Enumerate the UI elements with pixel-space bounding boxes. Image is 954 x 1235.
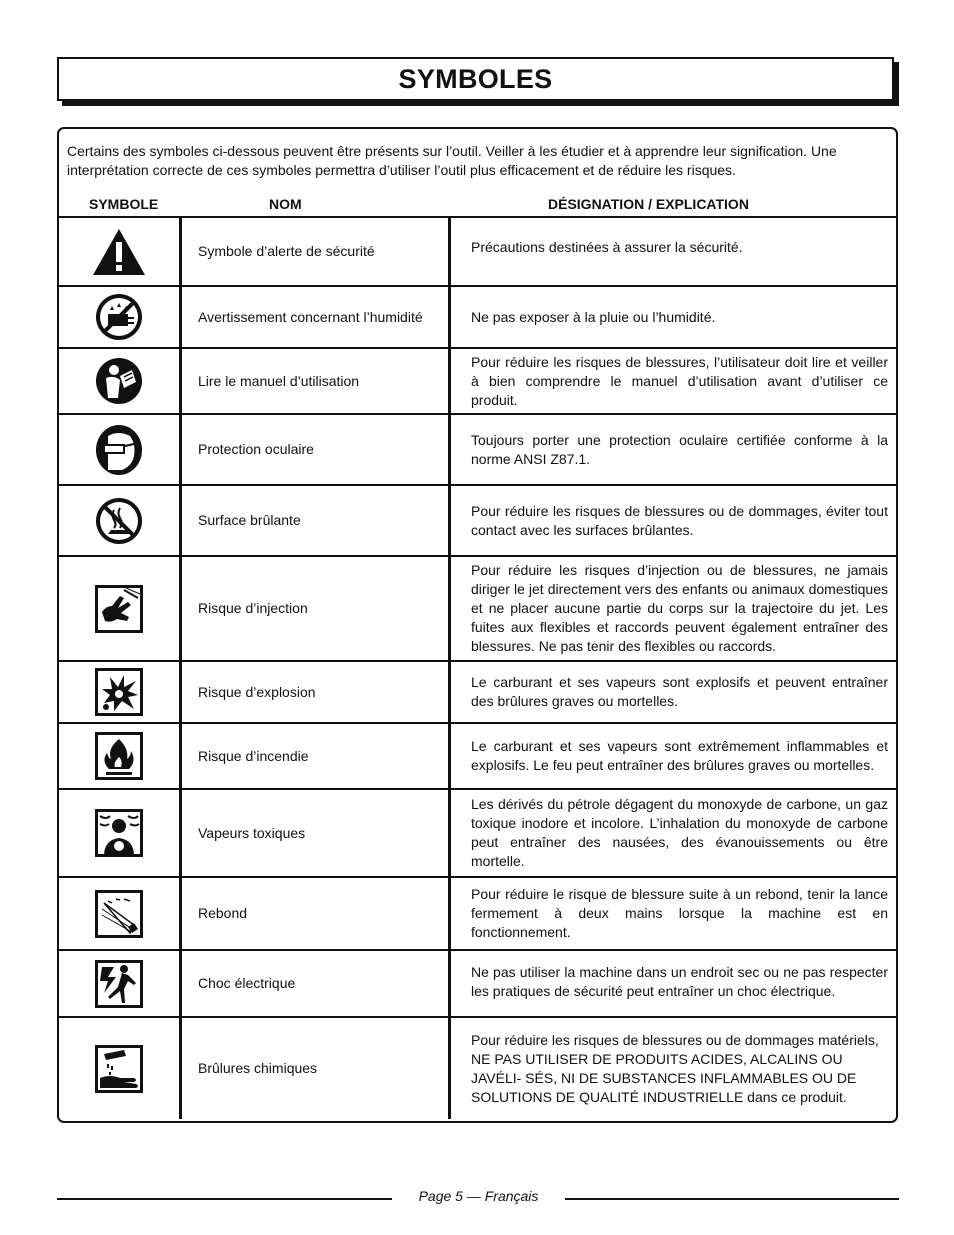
symbol-name: Choc électrique — [181, 950, 450, 1017]
symbol-name: Rebond — [181, 877, 450, 950]
electric-shock-icon — [94, 959, 144, 1009]
symbol-name: Avertissement concernant l’humidité — [181, 286, 450, 348]
symbol-name: Risque d’injection — [181, 556, 450, 661]
table-row — [59, 556, 896, 661]
symbol-description: Toujours porter une protection oculaire certifiée conforme à la norme ANSI Z87.1. — [450, 414, 897, 485]
table-row — [59, 877, 896, 950]
symbol-name: Surface brûlante — [181, 485, 450, 556]
symbol-description: Ne pas exposer à la pluie ou l’humidité. — [450, 286, 897, 348]
table-row — [59, 485, 896, 556]
table-row — [59, 950, 896, 1017]
title-box — [57, 57, 894, 101]
symbol-name: Risque d’incendie — [181, 723, 450, 789]
header-symbol: SYMBOLE — [89, 196, 159, 212]
symbol-name: Brûlures chimiques — [181, 1017, 450, 1119]
table-row — [59, 217, 896, 286]
chemical-burn-icon — [94, 1044, 144, 1094]
table-row — [59, 414, 896, 485]
symbol-name: Symbole d’alerte de sécurité — [181, 217, 450, 286]
symbol-description: Pour réduire les risques de blessures ou de dommages, éviter tout contact avec les surfaces brûlantes. — [450, 485, 897, 556]
symbol-name: Vapeurs toxiques — [181, 789, 450, 877]
eye-protection-icon — [94, 424, 144, 476]
header-name: NOM — [269, 196, 302, 212]
page-title: SYMBOLES — [398, 64, 553, 94]
safety-alert-icon — [91, 227, 147, 277]
fire-hazard-icon — [94, 731, 144, 781]
symbol-name: Protection oculaire — [181, 414, 450, 485]
explosion-hazard-icon — [94, 667, 144, 717]
intro-text: Certains des symboles ci-dessous peuvent être présents sur l’outil. Veiller à les étudier et à apprendre leur signification. Une interprétation correcte de ces symboles permettra d’utiliser l’outil plus efficacement et de réduire les risques. — [67, 143, 837, 178]
symbol-description: Ne pas utiliser la machine dans un endroit sec ou ne pas respecter les pratiques de sécurité peut entraîner un choc électrique. — [450, 950, 897, 1017]
symbol-description: Le carburant et ses vapeurs sont extrêmement inflammables et explosifs. Le feu peut entraîner des brûlures graves ou mortelles. — [450, 723, 897, 789]
symbol-name: Risque d’explosion — [181, 661, 450, 723]
symbols-panel — [57, 127, 898, 1123]
footer-rule-right — [565, 1198, 899, 1200]
table-row — [59, 286, 896, 348]
header-description: DÉSIGNATION / EXPLICATION — [548, 196, 749, 212]
symbol-description: Pour réduire les risques d’injection ou de blessures, ne jamais diriger le jet directement vers des enfants ou animaux domestiques et ne placer aucune partie du corps sur la trajectoire du jet. Les fuites aux flexibles et raccords peuvent également entraîner des blessures. Ne pas tenir des flexibles ou raccords. — [450, 556, 897, 661]
toxic-fumes-icon — [94, 808, 144, 858]
symbol-description: Pour réduire les risques de blessures ou de dommages matériels, NE PAS UTILISER DE PRODUITS ACIDES, ALCALINS OU JAVÉLI- SÉS, NI DE SUBSTANCES INFLAMMABLES OU DE SOLUTIONS DE QUALITÉ INDUSTRIELLE dans ce produit. — [450, 1017, 897, 1119]
table-row — [59, 789, 896, 877]
table-row — [59, 348, 896, 414]
table-row — [59, 1017, 896, 1119]
read-manual-icon — [94, 356, 144, 406]
hot-surface-icon — [94, 496, 144, 546]
symbol-description: Le carburant et ses vapeurs sont explosifs et peuvent entraîner des brûlures graves ou mortelles. — [450, 661, 897, 723]
injection-hazard-icon — [94, 584, 144, 634]
ricochet-icon — [94, 889, 144, 939]
wet-conditions-icon — [94, 292, 144, 342]
symbol-description: Les dérivés du pétrole dégagent du monoxyde de carbone, un gaz toxique inodore et incolore. L’inhalation du monoxyde de carbone peut entraîner des nausées, des évanouissements ou être mortelle. — [450, 789, 897, 877]
table-row — [59, 723, 896, 789]
symbol-name: Lire le manuel d’utilisation — [181, 348, 450, 414]
footer-rule-left — [57, 1198, 392, 1200]
page-footer: Page 5 — Français — [418, 1188, 539, 1204]
symbol-description: Pour réduire le risque de blessure suite à un rebond, tenir la lance fermement à deux mains lorsque la machine est en fonctionnement. — [450, 877, 897, 950]
symbol-description: Précautions destinées à assurer la sécurité. — [450, 217, 897, 286]
symbols-table — [59, 216, 896, 1119]
symbol-description: Pour réduire les risques de blessures, l’utilisateur doit lire et veiller à bien comprendre le manuel d’utilisation avant d’utiliser ce produit. — [450, 348, 897, 414]
table-row — [59, 661, 896, 723]
